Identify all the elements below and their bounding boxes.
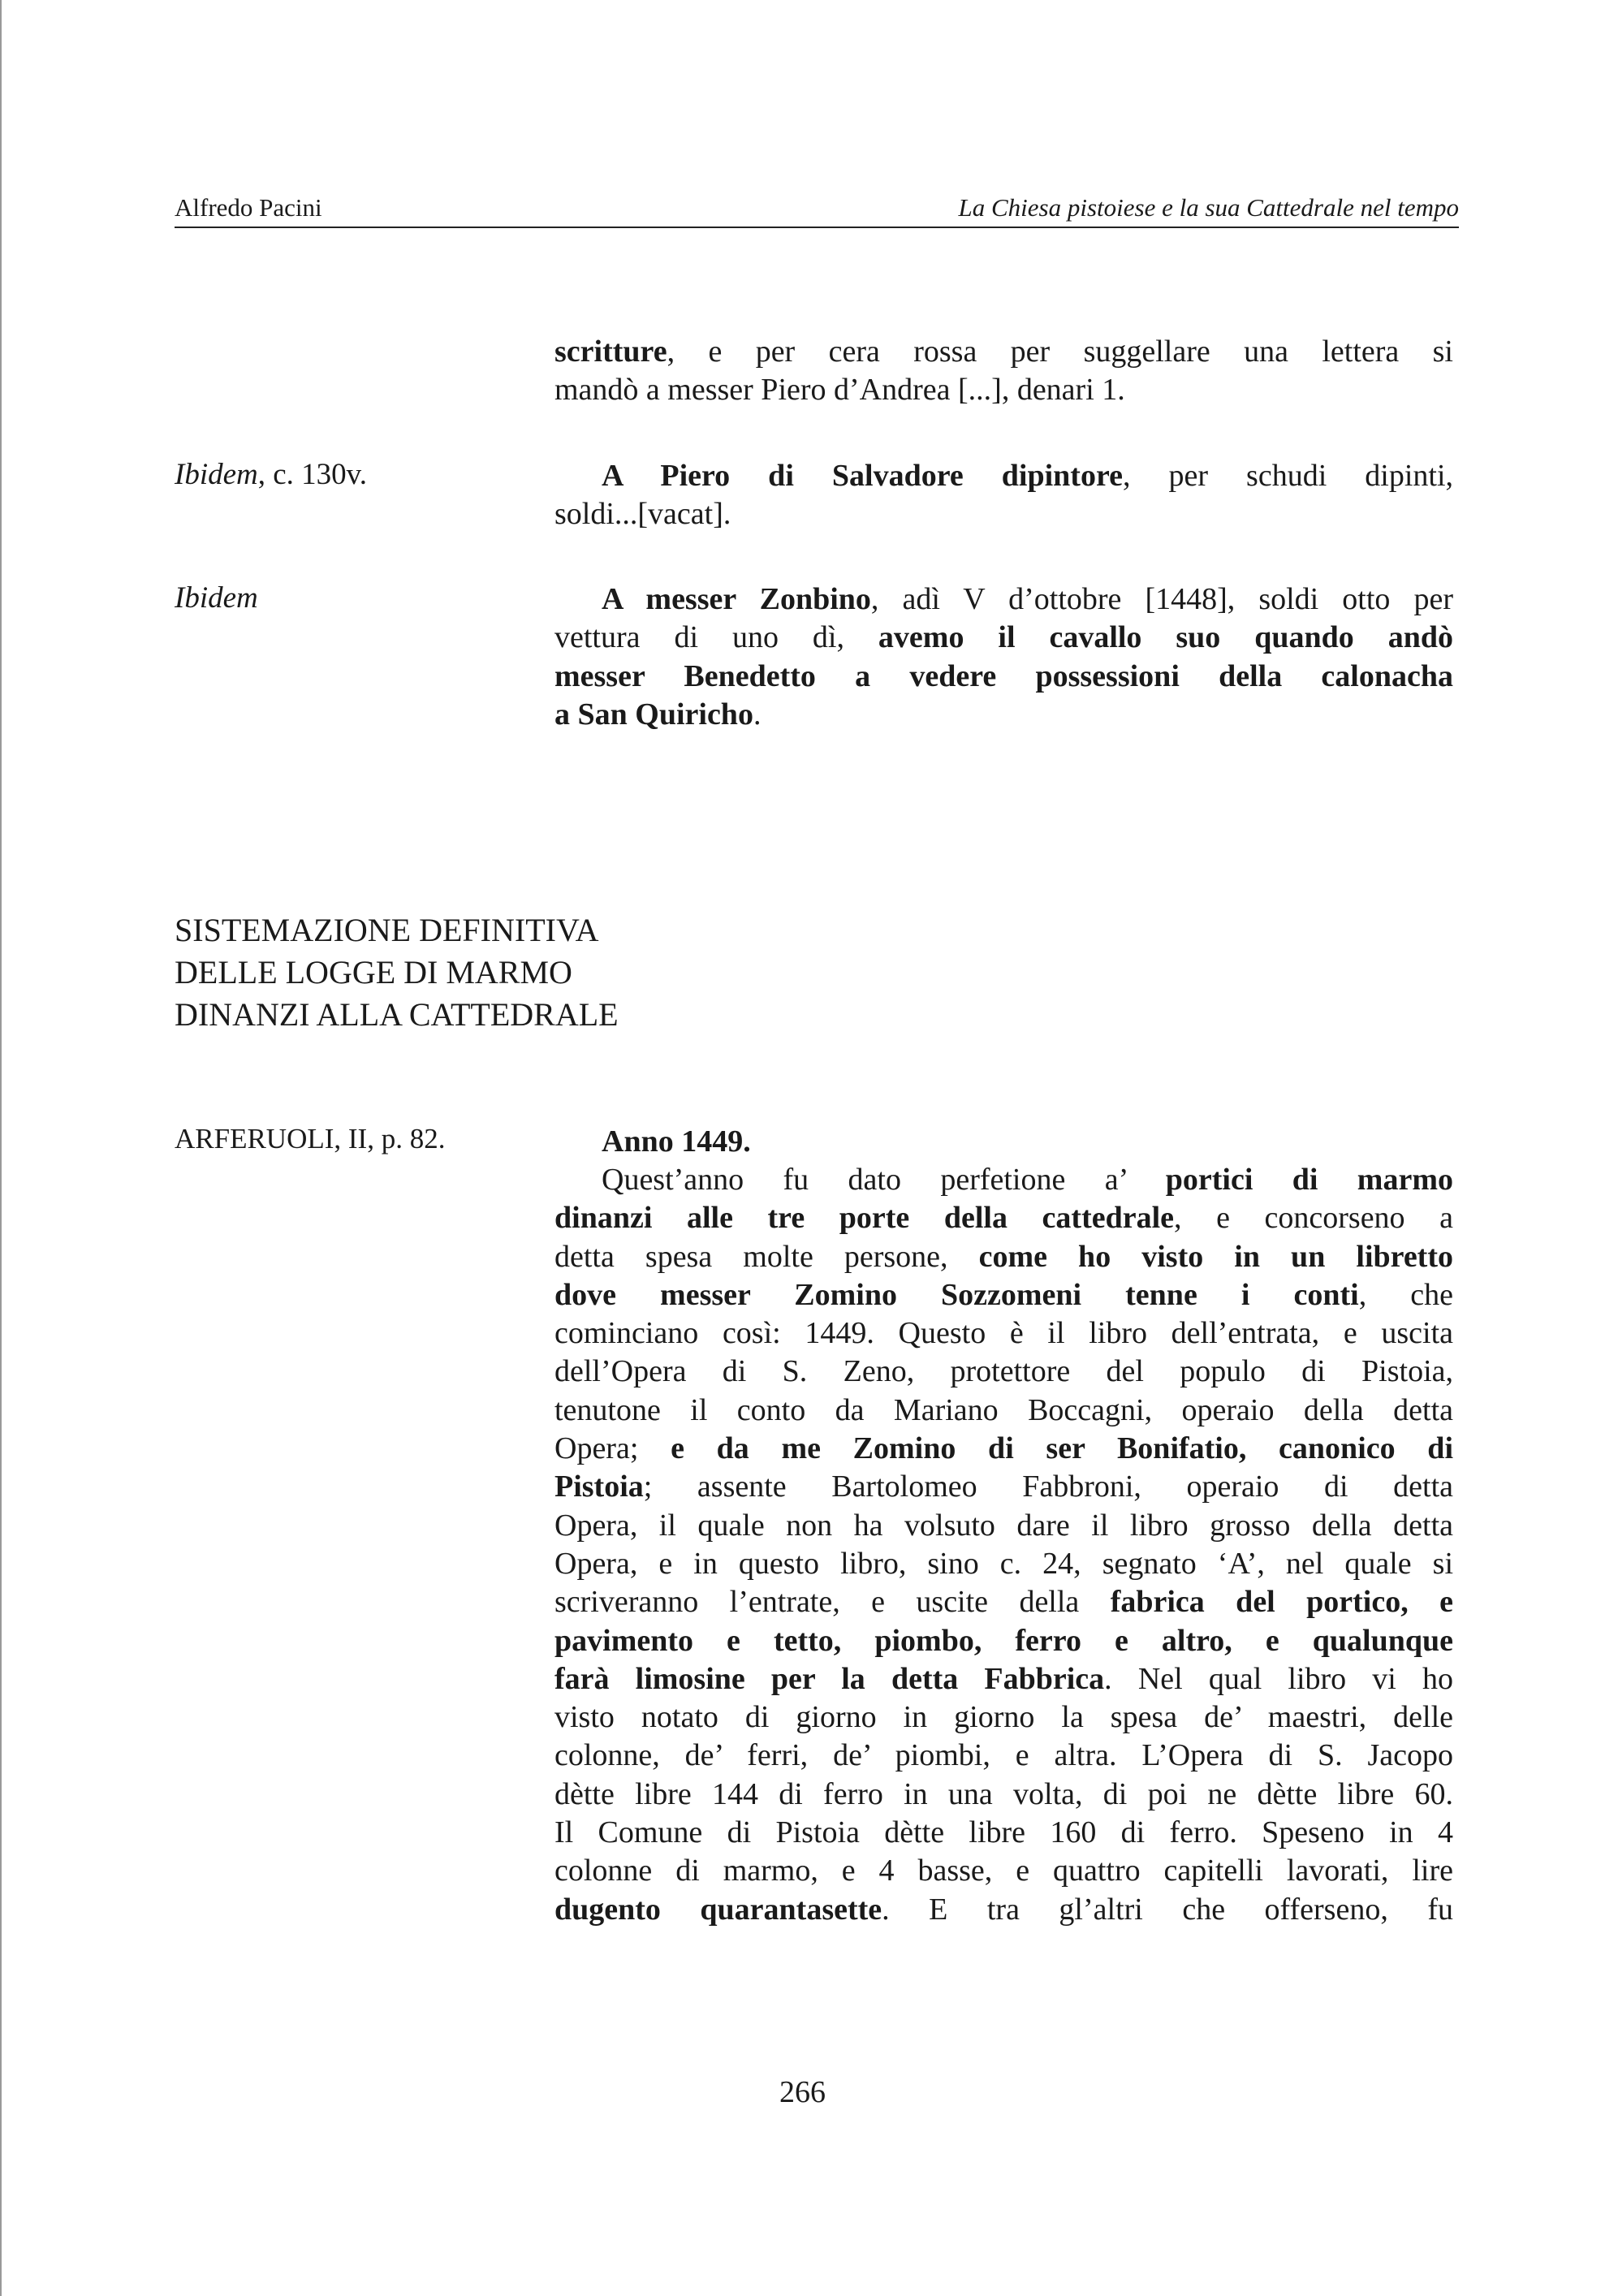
text-line (554, 1353, 1453, 1391)
text-run: dell’Opera di S. Zeno, protettore del populo di Pistoia, (554, 1354, 1453, 1389)
entry-block-1 (554, 333, 1453, 410)
note-rest: , c. 130v. (257, 458, 368, 491)
heading-line: DELLE LOGGE DI MARMO (175, 954, 572, 990)
text-run: . Nel qual libro vi ho (1104, 1661, 1454, 1696)
bold-text: portici di marmo (1165, 1163, 1453, 1197)
text-run: Opera, e in questo libro, sino c. 24, segnato ‘A’, nel quale si (554, 1546, 1453, 1581)
text-line (554, 1199, 1453, 1237)
note-italic: Ibidem (175, 458, 258, 491)
text-line (554, 1507, 1453, 1545)
text-line (554, 495, 1453, 533)
text-line (554, 1238, 1453, 1276)
bold-text: avemo il cavallo suo quando andò (878, 620, 1454, 655)
text-line (554, 457, 1453, 495)
text-run: scriveranno l’entrate, e uscite della (554, 1585, 1111, 1620)
text-run: Opera; (554, 1431, 671, 1466)
text-run: , e concorseno a (1174, 1201, 1453, 1236)
text-line (554, 1161, 1453, 1199)
text-line (554, 1392, 1453, 1430)
heading-line: SISTEMAZIONE DEFINITIVA (175, 912, 599, 948)
heading-line: DINANZI ALLA CATTEDRALE (175, 996, 619, 1033)
text-line (554, 580, 1453, 619)
text-run: Il Comune di Pistoia dètte libre 160 di ferro. Speseno in 4 (554, 1815, 1453, 1850)
text-line (554, 1545, 1453, 1583)
page-number: 266 (779, 2075, 826, 2109)
text-run: . E tra gl’altri che offerseno, fu (882, 1892, 1453, 1927)
margin-note-2 (175, 457, 367, 492)
bold-text: dove messer Zomino Sozzomeni tenne i conti (554, 1277, 1359, 1312)
bold-text: e da me Zomino di ser Bonifatio, canonico di (671, 1431, 1453, 1466)
running-header-author: Alfredo Pacini (175, 193, 322, 222)
bold-text: a San Quiricho (554, 697, 753, 732)
bold-text: dugento quarantasette (554, 1892, 882, 1927)
bold-text: pavimento e tetto, piombo, ferro e altro, e qualunque (554, 1623, 1453, 1658)
source-note: ARFERUOLI, II, p. 82. (175, 1123, 446, 1154)
bold-text: fabrica del portico, e (1110, 1585, 1453, 1620)
bold-text: A Piero di Salvadore dipintore (602, 459, 1123, 493)
text-line (554, 1737, 1453, 1775)
main-paragraph (554, 1161, 1453, 1929)
text-line (554, 1583, 1453, 1621)
text-run: soldi...[vacat]. (554, 497, 731, 532)
text-line (554, 1314, 1453, 1353)
text-line (554, 1468, 1453, 1506)
text-run: Quest’anno fu dato perfetione a’ (602, 1163, 1166, 1197)
bold-text: come ho visto in un libretto (978, 1239, 1453, 1274)
margin-note-3 (175, 580, 258, 615)
note-italic: Ibidem (175, 581, 258, 615)
text-run: colonne, de’ ferri, de’ piombi, e altra. L’Opera di S. Jacopo (554, 1738, 1453, 1773)
header-rule (175, 227, 1459, 228)
bold-text: A messer Zonbino (602, 582, 871, 616)
bold-text: messer Benedetto a vedere possessioni della calonacha (554, 658, 1453, 693)
text-line (554, 658, 1453, 696)
text-run: detta spesa molte persone, (554, 1239, 979, 1274)
text-line (554, 1852, 1453, 1890)
text-line (554, 1622, 1453, 1660)
text-line (554, 1660, 1453, 1698)
text-run: , che (1358, 1277, 1453, 1312)
text-line (554, 696, 1453, 734)
text-line (554, 1430, 1453, 1468)
text-line (554, 1814, 1453, 1852)
text-run: visto notato di giorno in giorno la spesa de’ maestri, delle (554, 1700, 1453, 1735)
entry-block-2 (554, 457, 1453, 534)
text-line (554, 619, 1453, 657)
text-run: . (753, 697, 762, 732)
text-run: mandò a messer Piero d’Andrea [...], denari 1. (554, 373, 1125, 408)
text-run: dètte libre 144 di ferro in una volta, di poi ne dètte libre 60. (554, 1776, 1453, 1811)
text-run: , adì V d’ottobre [1448], soldi otto per (870, 582, 1453, 616)
text-line (554, 371, 1453, 409)
text-run: ; assente Bartolomeo Fabbroni, operaio di detta (643, 1470, 1453, 1504)
text-line (554, 1776, 1453, 1814)
text-line (554, 1698, 1453, 1737)
year-heading-block (554, 1123, 1453, 1161)
text-run: vettura di uno dì, (554, 620, 878, 655)
text-run: tenutone il conto da Mariano Boccagni, operaio della detta (554, 1392, 1453, 1427)
text-run: , e per cera rossa per suggellare una lettera si (667, 334, 1453, 369)
text-run: colonne di marmo, e 4 basse, e quattro capitelli lavorati, lire (554, 1854, 1453, 1888)
bold-text: dinanzi alle tre porte della cattedrale (554, 1201, 1175, 1236)
text-line (554, 1891, 1453, 1929)
page-edge (0, 0, 2, 2296)
text-run: Opera, il quale non ha volsuto dare il libro grosso della detta (554, 1508, 1453, 1543)
bold-text: scritture (554, 334, 667, 369)
entry-block-3 (554, 580, 1453, 734)
section-heading (175, 909, 619, 1036)
running-header-title: La Chiesa pistoiese e la sua Cattedrale nel tempo (958, 193, 1459, 222)
bold-text: farà limosine per la detta Fabbrica (554, 1661, 1105, 1696)
text-line (554, 333, 1453, 371)
year-heading: Anno 1449. (602, 1124, 751, 1159)
bold-text: Pistoia (554, 1470, 644, 1504)
text-run: cominciano così: 1449. Questo è il libro dell’entrata, e uscita (554, 1316, 1453, 1351)
text-run: , per schudi dipinti, (1123, 459, 1453, 493)
text-line (554, 1276, 1453, 1314)
